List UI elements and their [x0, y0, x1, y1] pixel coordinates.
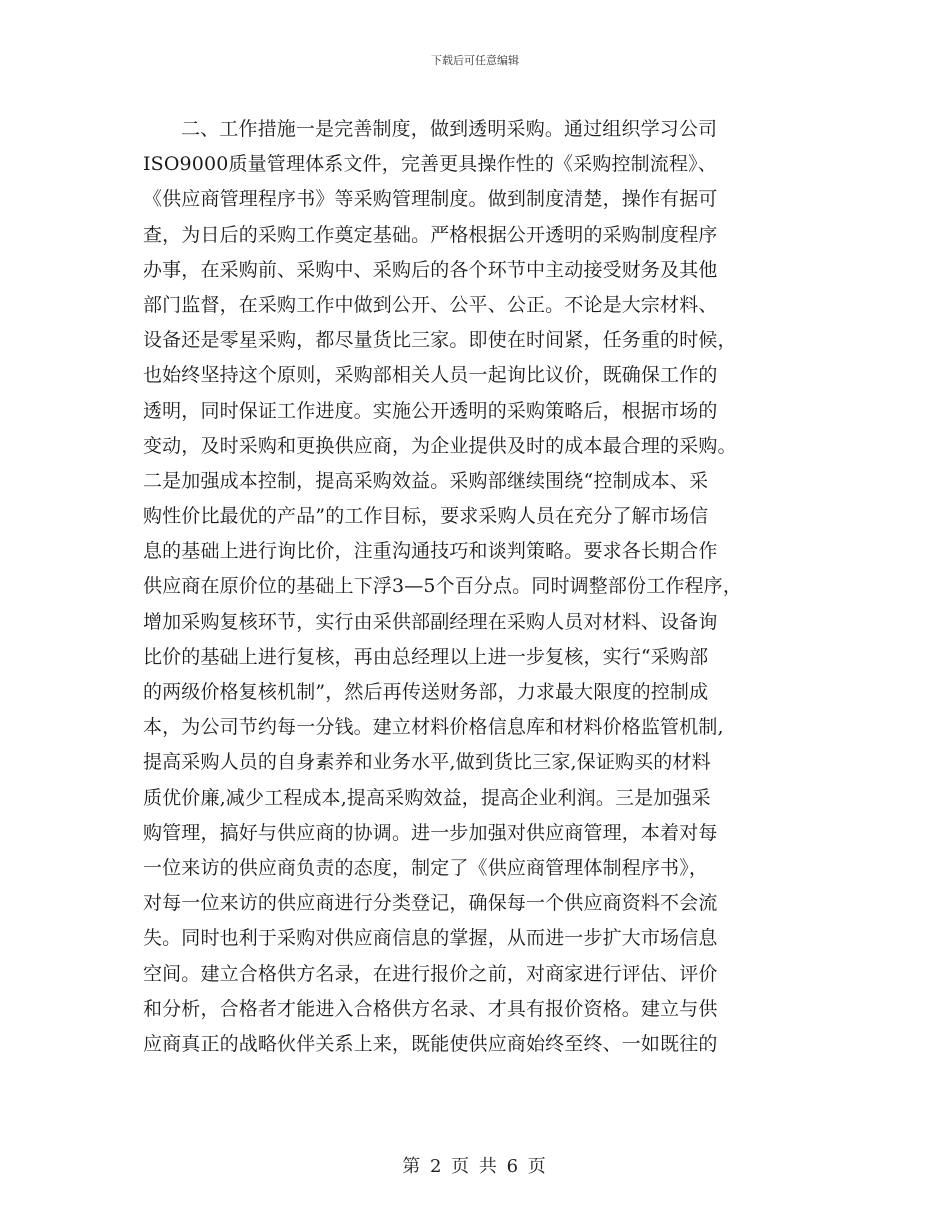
- text-line-25: 空间。建立合格供方名录，在进行报价之前，对商家进行评估、评价: [143, 962, 718, 985]
- text-line-18: 本，为公司节约每一分钱。建立材料价格信息库和材料价格监管机制,: [143, 716, 724, 739]
- text-line-11: 二是加强成本控制，提高采购效益。采购部继续围绕“控制成本、采: [143, 469, 709, 492]
- text-line-2: ISO9000质量管理体系文件，完善更具操作性的《采购控制流程》、: [143, 153, 717, 176]
- text-line-14: 供应商在原价位的基础上下浮3—5个百分点。同时调整部份工作程序，: [143, 575, 742, 598]
- text-line-26: 和分析，合格者才能进入合格供方名录、才具有报价资格。建立与供: [143, 997, 718, 1020]
- text-line-10: 变动，及时采购和更换供应商，为企业提供及时的成本最合理的采购。: [143, 434, 737, 457]
- text-line-3: 《供应商管理程序书》等采购管理制度。做到制度清楚，操作有据可: [143, 188, 718, 211]
- text-line-19: 提高采购人员的自身素养和业务水平,做到货比三家,保证购买的材料: [143, 751, 711, 774]
- text-line-15: 增加采购复核环节，实行由采供部副经理在采购人员对材料、设备询: [143, 610, 718, 633]
- text-line-5: 办事，在采购前、采购中、采购后的各个环节中主动接受财务及其他: [143, 258, 718, 281]
- page-header: 下载后可任意编辑: [431, 54, 519, 67]
- text-line-20: 质优价廉,减少工程成本,提高采购效益，提高企业利润。三是加强采: [143, 786, 711, 809]
- text-line-24: 失。同时也利于采购对供应商信息的掌握，从而进一步扩大市场信息: [143, 927, 718, 950]
- text-line-16: 比价的基础上进行复核，再由总经理以上进一步复核，实行“采购部: [143, 645, 709, 668]
- text-line-1: 二、工作措施一是完善制度，做到透明采购。通过组织学习公司: [181, 118, 718, 140]
- text-line-17: 的两级价格复核机制”，然后再传送财务部，力求最大限度的控制成: [143, 681, 709, 703]
- text-line-23: 对每一位来访的供应商进行分类登记，确保每一个供应商资料不会流: [143, 892, 718, 915]
- text-line-9: 透明，同时保证工作进度。实施公开透明的采购策略后，根据市场的: [143, 399, 718, 422]
- text-line-21: 购管理，搞好与供应商的协调。进一步加强对供应商管理，本着对每: [143, 821, 718, 844]
- text-line-4: 查，为日后的采购工作奠定基础。严格根据公开透明的采购制度程序: [143, 223, 718, 246]
- text-line-27: 应商真正的战略伙伴关系上来，既能使供应商始终至终、一如既往的: [143, 1032, 718, 1055]
- document-body: [143, 112, 803, 1062]
- text-line-22: 一位来访的供应商负责的态度，制定了《供应商管理体制程序书》，: [143, 856, 709, 879]
- page-footer: 第 2 页 共 6 页: [402, 1156, 548, 1177]
- text-line-8: 也始终坚持这个原则，采购部相关人员一起询比议价，既确保工作的: [143, 364, 718, 387]
- text-line-13: 息的基础上进行询比价，注重沟通技巧和谈判策略。要求各长期合作: [143, 540, 718, 563]
- text-line-6: 部门监督，在采购工作中做到公开、公平、公正。不论是大宗材料、: [143, 293, 718, 316]
- text-line-12: 购性价比最优的产品”的工作目标，要求采购人员在充分了解市场信: [143, 505, 709, 528]
- text-line-7: 设备还是零星采购，都尽量货比三家。即使在时间紧，任务重的时候，: [143, 329, 737, 352]
